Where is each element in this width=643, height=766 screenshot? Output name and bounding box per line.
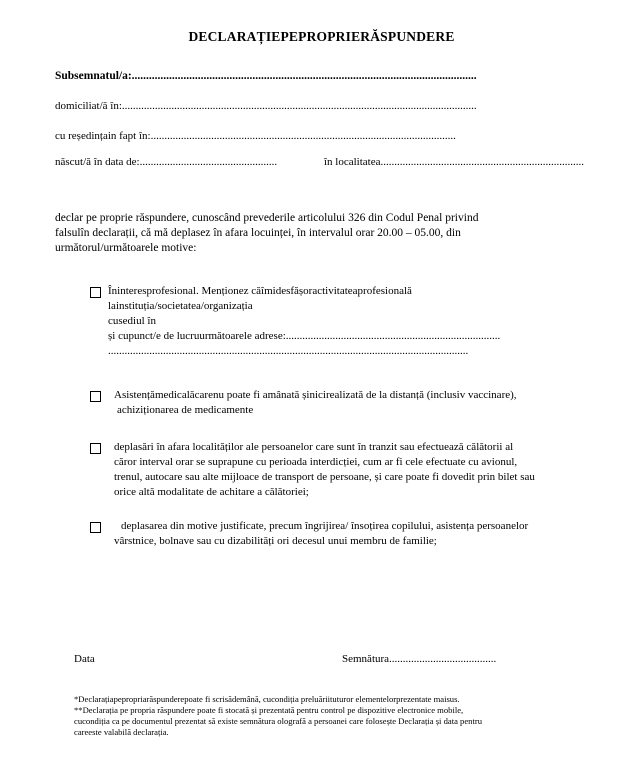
option-justified — [114, 519, 528, 549]
checkbox-professional[interactable] — [90, 287, 101, 298]
option-line: cusediul în — [108, 315, 156, 327]
option-line: și cupunct/e de lucruurmătoarele adrese:.............................................................................. — [108, 330, 501, 342]
page-title: DECLARAȚIEPEPROPRIERĂSPUNDERE — [188, 29, 455, 44]
intro-line: falsulîn declarații, că mă deplasez în afara locuinței, în intervalul orar 20.00 – 05.00, din — [55, 227, 461, 239]
checkbox-justified[interactable] — [90, 522, 101, 533]
option-line: deplasări în afara localităților ale persoanelor care sunt în tranzit sau efectuează călătorii al — [114, 441, 514, 453]
field-nascut: născut/ă în data de:.................................................. — [55, 156, 278, 168]
option-medical — [114, 388, 517, 418]
option-line: achiziționarea de medicamente — [117, 404, 254, 416]
field-localitatea: în localitatea.......................................................................... — [324, 156, 584, 168]
option-line: vârstnice, bolnave sau cu dizabilități ori decesul unui membru de familie; — [114, 535, 437, 547]
footnote-line: cucondiția ca pe documentul prezentat să existe semnătura olografă a persoanei care folosește Declarația și data pentru — [74, 716, 483, 726]
field-domiciliat: domiciliat/ă în:................................................................................................................................. — [55, 100, 477, 112]
footnote-line: **Declarația pe propria răspundere poate fi stocată și prezentată pentru control pe dispozitive electronice mobile, — [74, 705, 464, 715]
option-line: orice altă modalitate de achitare a călătoriei; — [114, 486, 309, 498]
field-subsemnatul: Subsemnatul/a:........................................................................................................................ — [55, 70, 477, 82]
intro-paragraph — [55, 211, 478, 256]
footnotes — [74, 694, 482, 738]
field-resedinta: cu reședințain fapt în:............................................................................................................... — [55, 130, 456, 142]
option-line: lainstituția/societatea/organizația — [108, 300, 253, 312]
footnote-line: *Declarațiapepropriarăspunderepoate fi scrisădemână, cucondiția preluăriituturor elementelorprezentate maisus. — [74, 694, 460, 704]
intro-line: declar pe proprie răspundere, cunoscând prevederile articolului 326 din Codul Penal privind — [55, 212, 479, 224]
option-transit — [114, 440, 535, 500]
option-professional — [108, 284, 500, 359]
signature-label: Semnătura....................................... — [342, 653, 497, 665]
option-line: ................................................................................................................................... — [108, 345, 469, 357]
option-line: trenul, autocare sau alte mijloace de transport de persoane, și care poate fi dovedit prin bilet sau — [114, 471, 535, 483]
intro-line: următorul/următoarele motive: — [55, 242, 197, 254]
checkbox-transit[interactable] — [90, 443, 101, 454]
checkbox-medical[interactable] — [90, 391, 101, 402]
option-line: deplasarea din motive justificate, precum îngrijirea/ însoțirea copilului, asistența persoanelor — [121, 520, 529, 532]
option-line: Asistențămedicalăcarenu poate fi amânată șinicirealizată de la distanță (inclusiv vaccinare), — [114, 389, 517, 401]
option-line: Îninteresprofesional. Menționez căîmidesfășoractivitateaprofesională — [108, 285, 412, 297]
footnote-line: careeste valabilă declarația. — [74, 727, 169, 737]
date-label: Data — [74, 653, 95, 665]
option-line: căror interval orar se suprapune cu perioada interdicției, cum ar fi cele efectuate cu avionul, — [114, 456, 518, 468]
